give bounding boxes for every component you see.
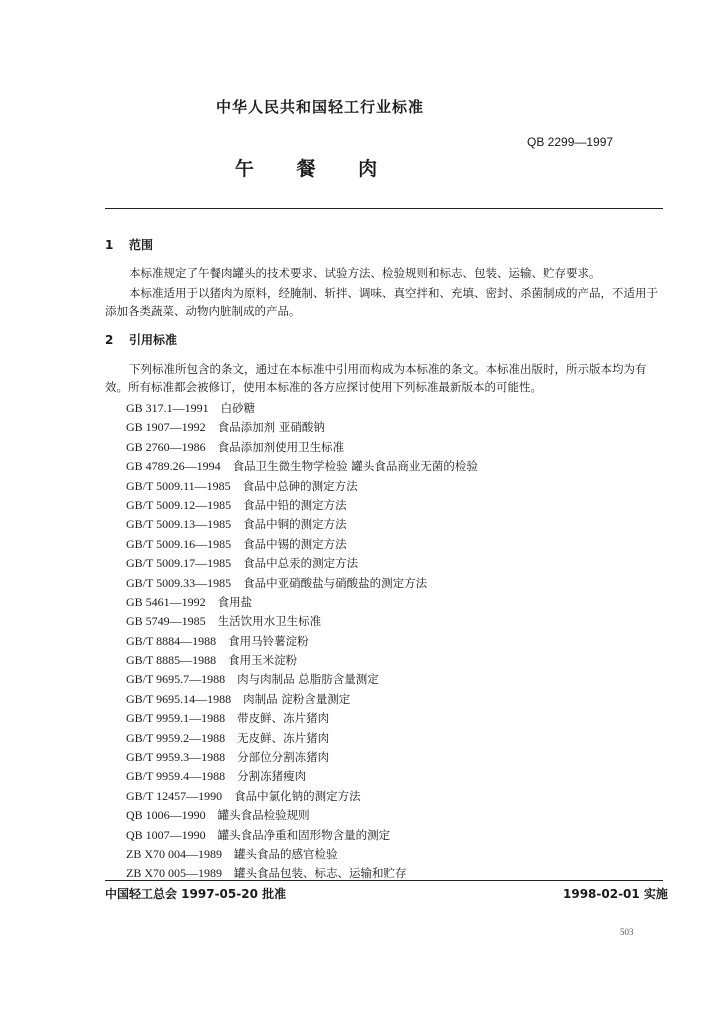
- reference-code: QB 1007—1990: [126, 827, 206, 842]
- page-number: 503: [620, 927, 634, 937]
- reference-code: GB/T 9959.4—1988: [126, 769, 226, 784]
- reference-title: 罐头食品的感官检验: [234, 846, 338, 861]
- reference-item: [126, 748, 478, 767]
- reference-title: 白砂糖: [220, 401, 256, 415]
- reference-code: GB/T 12457—1990: [126, 788, 223, 803]
- reference-item: [126, 670, 478, 689]
- reference-title: 分部位分割冻猪肉: [237, 750, 330, 765]
- references-intro: 下列标准所包含的条文，通过在本标准中引用而构成为本标准的条文。本标准出版时，所示版本均为有效。所有标准都会被修订，使用本标准的各方应探讨使用下列标准最新版本的可能性。: [105, 362, 647, 394]
- reference-code: GB/T 5009.12—1985: [126, 497, 232, 512]
- reference-item: [126, 612, 478, 631]
- issuing-organization: 中华人民共和国轻工行业标准: [215, 98, 424, 116]
- reference-item: [126, 632, 478, 651]
- reference-item: [126, 806, 478, 825]
- reference-title: 食品中总汞的测定方法: [243, 556, 359, 571]
- section-2-number: 2: [105, 333, 114, 347]
- reference-code: GB 2760—1986: [126, 439, 206, 454]
- reference-code: GB/T 9959.3—1988: [126, 750, 226, 765]
- reference-title: 肉制品 淀粉含量测定: [243, 691, 351, 706]
- implementation-date: 1998-02-01 实施: [563, 887, 668, 901]
- footer-divider: [105, 880, 663, 881]
- reference-code: GB/T 9695.7—1988: [126, 672, 226, 687]
- reference-title: 肉与肉制品 总脂肪含量测定: [237, 672, 379, 687]
- reference-title: 分割冻猪瘦肉: [237, 769, 307, 784]
- reference-title: 食品中铅的测定方法: [243, 497, 347, 512]
- reference-code: GB/T 5009.33—1985: [126, 575, 232, 590]
- reference-item: [126, 826, 478, 845]
- reference-item: [126, 767, 478, 786]
- reference-title: 无皮鲜、冻片猪肉: [237, 730, 330, 745]
- reference-title: 食品中铜的测定方法: [243, 517, 347, 532]
- document-title: 午 餐 肉: [234, 158, 396, 180]
- header-divider: [105, 208, 663, 209]
- reference-item: [126, 515, 478, 534]
- reference-code: QB 1006—1990: [126, 808, 206, 823]
- reference-item: [126, 845, 478, 864]
- reference-item: [126, 729, 478, 748]
- reference-title: 食品中亚硝酸盐与硝酸盐的测定方法: [243, 575, 428, 590]
- reference-code: GB/T 5009.11—1985: [126, 478, 231, 493]
- section-1-title: 范围: [129, 238, 154, 252]
- reference-code: GB/T 8885—1988: [126, 653, 217, 668]
- reference-item: [126, 399, 478, 418]
- reference-item: [126, 787, 478, 806]
- reference-item: [126, 690, 478, 709]
- reference-title: 食品添加剂使用卫生标准: [217, 439, 345, 454]
- reference-code: GB 4789.26—1994: [126, 459, 221, 474]
- reference-code: GB/T 5009.17—1985: [126, 556, 232, 571]
- reference-item: [126, 418, 478, 437]
- reference-title: 食用玉米淀粉: [228, 653, 298, 668]
- reference-title: 食用马铃薯淀粉: [228, 633, 309, 648]
- reference-item: [126, 496, 478, 515]
- reference-item: [126, 574, 478, 593]
- section-1-number: 1: [105, 238, 114, 252]
- scope-paragraph-2: 本标准适用于以猪肉为原料，经腌制、斩拌、调味、真空拌和、充填、密封、杀菌制成的产品，不适用于添加各类蔬菜、动物内脏制成的产品。: [105, 286, 658, 318]
- reference-title: 生活饮用水卫生标准: [217, 614, 322, 629]
- reference-title: 食品中总砷的测定方法: [242, 478, 358, 493]
- reference-item: [126, 709, 478, 728]
- reference-code: GB 5749—1985: [126, 614, 206, 629]
- reference-title: 罐头食品净重和固形物含量的测定: [217, 827, 391, 842]
- reference-title: 食品卫生微生物学检验 罐头食品商业无菌的检验: [232, 459, 478, 474]
- reference-item: [126, 535, 478, 554]
- reference-item: [126, 438, 478, 457]
- reference-title: 食品中锡的测定方法: [243, 536, 347, 551]
- reference-item: [126, 554, 478, 573]
- reference-code: GB/T 5009.13—1985: [126, 517, 232, 532]
- reference-title: 食品中氯化钠的测定方法: [234, 788, 361, 803]
- reference-title: 食品添加剂 亚硝酸钠: [217, 420, 325, 435]
- reference-code: GB 317.1—1991: [126, 401, 209, 415]
- reference-item: [126, 593, 478, 612]
- section-2-title: 引用标准: [129, 333, 178, 347]
- reference-code: GB/T 9695.14—1988: [126, 691, 232, 706]
- reference-title: 带皮鲜、冻片猪肉: [237, 711, 330, 726]
- section-2-heading: [105, 331, 177, 348]
- reference-item: [126, 651, 478, 670]
- reference-code: GB/T 8884—1988: [126, 633, 217, 648]
- reference-item: [126, 477, 478, 496]
- reference-code: GB/T 9959.2—1988: [126, 730, 226, 745]
- reference-title: 罐头食品检验规则: [217, 808, 310, 823]
- standard-number: QB 2299—1997: [527, 135, 614, 149]
- section-1-heading: [105, 236, 153, 253]
- reference-list: [126, 399, 478, 884]
- scope-paragraph-1: 本标准规定了午餐肉罐头的技术要求、试验方法、检验规则和标志、包装、运输、贮存要求。: [129, 266, 601, 280]
- reference-code: GB 5461—1992: [126, 594, 206, 609]
- reference-code: ZB X70 005—1989: [126, 866, 222, 881]
- reference-code: GB/T 5009.16—1985: [126, 536, 232, 551]
- approval-date: 中国轻工总会 1997-05-20 批准: [105, 887, 287, 901]
- reference-title: 食用盐: [217, 594, 253, 609]
- reference-code: ZB X70 004—1989: [126, 846, 222, 861]
- reference-code: GB 1907—1992: [126, 420, 206, 435]
- reference-item: [126, 457, 478, 476]
- reference-title: 罐头食品包装、标志、运输和贮存: [234, 866, 407, 881]
- reference-code: GB/T 9959.1—1988: [126, 711, 226, 726]
